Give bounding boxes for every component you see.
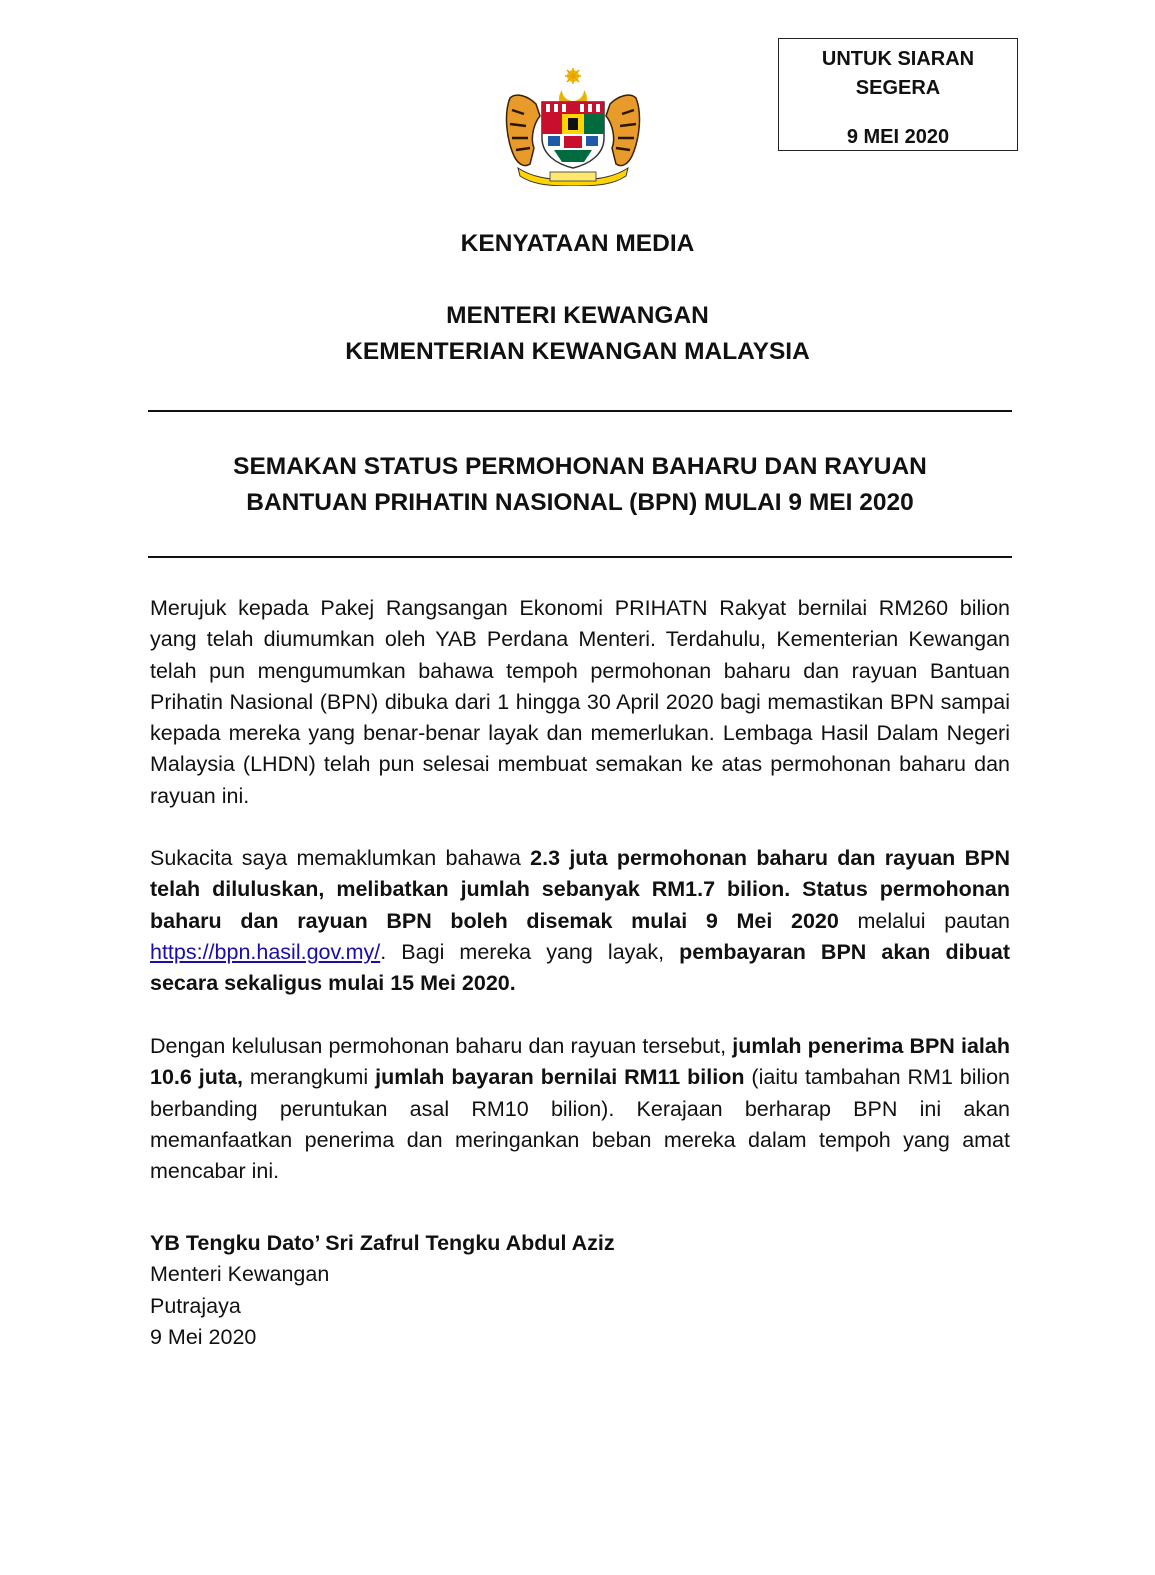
paragraph-3-bold-2: jumlah bayaran bernilai RM11 bilion: [375, 1065, 745, 1090]
minister-title: MENTERI KEWANGAN: [446, 302, 709, 329]
release-date: 9 MEI 2020: [846, 126, 950, 148]
press-title: [148, 449, 1012, 521]
statement-type: KENYATAAN MEDIA: [460, 230, 695, 257]
paragraph-2-text-3: . Bagi mereka yang layak,: [380, 939, 680, 964]
signatory-position: Menteri Kewangan: [150, 1262, 330, 1287]
malaysia-coat-of-arms-icon: [500, 68, 646, 186]
press-title-line2: BANTUAN PRIHATIN NASIONAL (BPN) MULAI 9 MEI 2020: [246, 489, 914, 516]
paragraph-1: Merujuk kepada Pakej Rangsangan Ekonomi PRIHATN Rakyat bernilai RM260 bilion yang telah diumumkan oleh YAB Perdana Menteri. Terdahulu, Kementerian Kewangan telah pun mengumumkan bahawa tempoh permohonan baharu dan rayuan Bantuan Prihatin Nasional (BPN) dibuka dari 1 hingga 30 April 2020 bagi memastikan BPN sampai kepada mereka yang benar-benar layak dan memerlukan. Lembaga Hasil Dalam Negeri Malaysia (LHDN) telah pun selesai membuat semakan ke atas permohonan baharu dan rayuan ini.: [150, 596, 1010, 808]
signature-date: 9 Mei 2020: [150, 1324, 257, 1349]
paragraph-3-text-2: merangkumi: [242, 1065, 376, 1090]
paragraph-2-text-1: Sukacita saya memaklumkan bahawa: [150, 846, 531, 870]
signatory-name: YB Tengku Dato’ Sri Zafrul Tengku Abdul Aziz: [150, 1231, 615, 1255]
signature-block: [150, 1228, 615, 1353]
release-label-line2: SEGERA: [855, 77, 941, 99]
divider-bottom: [148, 556, 1012, 558]
paragraph-2-bold-1: 2.3 juta permohonan baharu dan rayuan BPN telah diluluskan, melibatkan jumlah sebanyak RM1.7 bilion. Status permohonan baharu dan rayuan BPN boleh disemak mulai 9 Mei 2020: [150, 846, 1010, 933]
paragraph-3: [150, 1031, 1010, 1187]
paragraph-3-bold-1: jumlah penerima BPN ialah 10.6 juta,: [150, 1034, 1010, 1090]
paragraph-2: [150, 843, 1010, 999]
release-box: [778, 38, 1018, 151]
ministry-name: KEMENTERIAN KEWANGAN MALAYSIA: [345, 338, 810, 365]
paragraph-2-text-2: melalui pautan: [838, 908, 1010, 933]
bpn-link[interactable]: https://bpn.hasil.gov.my/: [150, 939, 381, 964]
release-label-line1: UNTUK SIARAN: [821, 48, 975, 70]
paragraph-3-text-3: (iaitu tambahan RM1 bilion berbanding peruntukan asal RM10 bilion). Kerajaan berharap BPN ini akan memanfaatkan penerima dan meringankan beban mereka dalam tempoh yang amat mencabar ini.: [150, 1065, 1011, 1184]
paragraph-2-bold-2: pembayaran BPN akan dibuat secara sekaligus mulai 15 Mei 2020.: [150, 939, 1010, 996]
divider-top: [148, 410, 1012, 412]
press-title-line1: SEMAKAN STATUS PERMOHONAN BAHARU DAN RAYUAN: [233, 453, 927, 480]
signature-place: Putrajaya: [150, 1293, 241, 1318]
paragraph-3-text-1: Dengan kelulusan permohonan baharu dan rayuan tersebut,: [150, 1034, 733, 1058]
